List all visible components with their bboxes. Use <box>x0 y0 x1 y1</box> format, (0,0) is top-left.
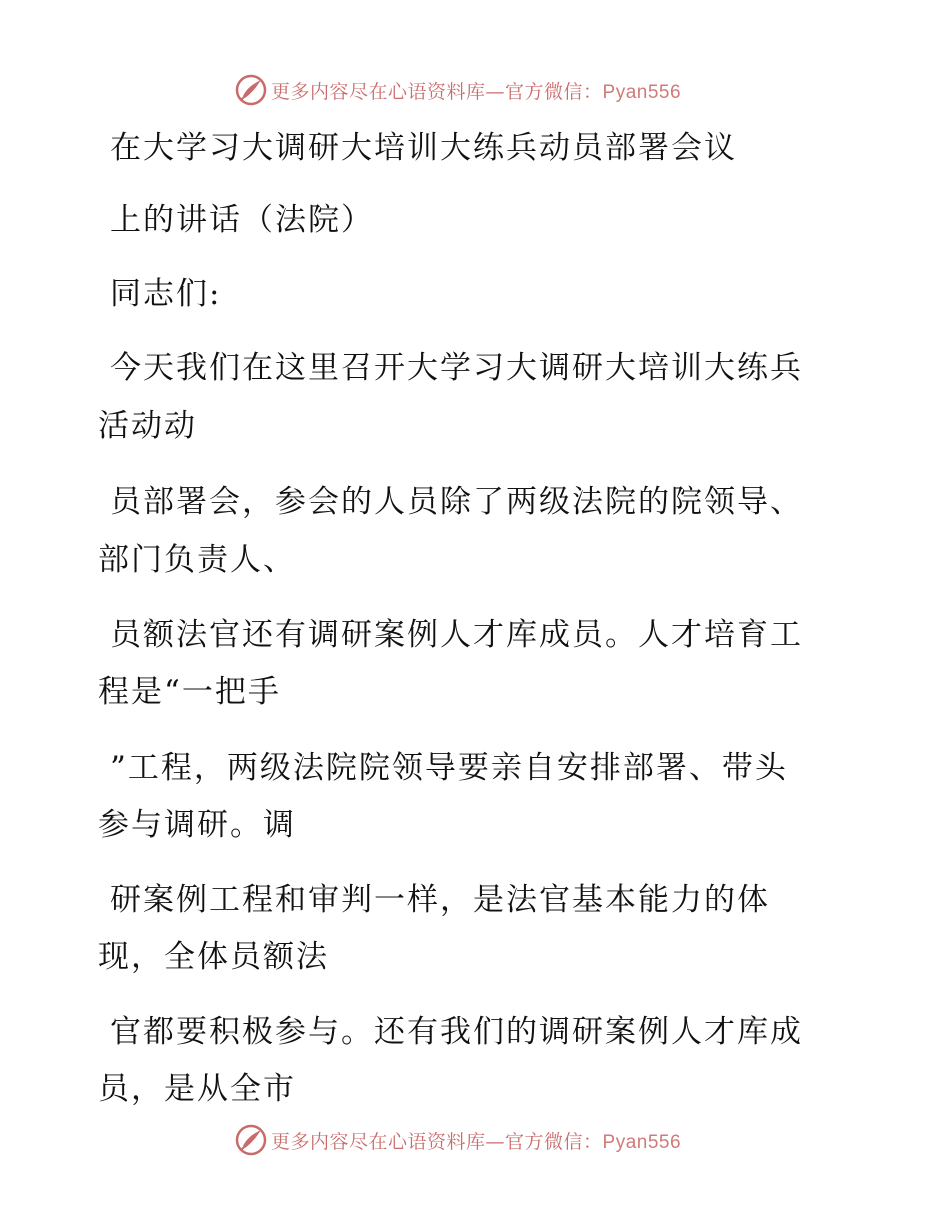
watermark-text: 更多内容尽在心语资料库—官方微信：Pyan556 <box>271 1130 682 1153</box>
greeting: 同志们: <box>110 276 222 312</box>
paragraph-line: 部门负责人、 <box>98 542 296 578</box>
paragraph-line: 参与调研。调 <box>98 807 296 843</box>
quill-logo-icon <box>235 74 267 106</box>
paragraph-line: 今天我们在这里召开大学习大调研大培训大练兵 <box>110 350 803 386</box>
paragraph-line: 员部署会，参会的人员除了两级法院的院领导、 <box>110 484 803 520</box>
paragraph-line: 活动动 <box>98 408 197 444</box>
watermark-text: 更多内容尽在心语资料库—官方微信：Pyan556 <box>271 80 682 103</box>
title-line-1: 在大学习大调研大培训大练兵动员部署会议 <box>110 130 737 166</box>
wechat-id: Pyan556 <box>602 81 682 103</box>
paragraph-line: 员，是从全市 <box>98 1071 296 1107</box>
paragraph-line: ”工程，两级法院院领导要亲自安排部署、带头 <box>110 750 788 786</box>
paragraph-line: 官都要积极参与。还有我们的调研案例人才库成 <box>110 1014 803 1050</box>
paragraph-line: 现，全体员额法 <box>98 939 329 975</box>
quill-logo-icon <box>235 1124 267 1156</box>
paragraph-line: 研案例工程和审判一样，是法官基本能力的体 <box>110 882 770 918</box>
header-watermark-banner <box>235 72 681 108</box>
paragraph-line: 员额法官还有调研案例人才库成员。人才培育工 <box>110 617 803 653</box>
wechat-id: Pyan556 <box>602 1131 682 1153</box>
footer-watermark-banner <box>235 1122 681 1158</box>
paragraph-line: 程是“一把手 <box>98 674 281 710</box>
title-line-2: 上的讲话（法院） <box>110 202 374 238</box>
